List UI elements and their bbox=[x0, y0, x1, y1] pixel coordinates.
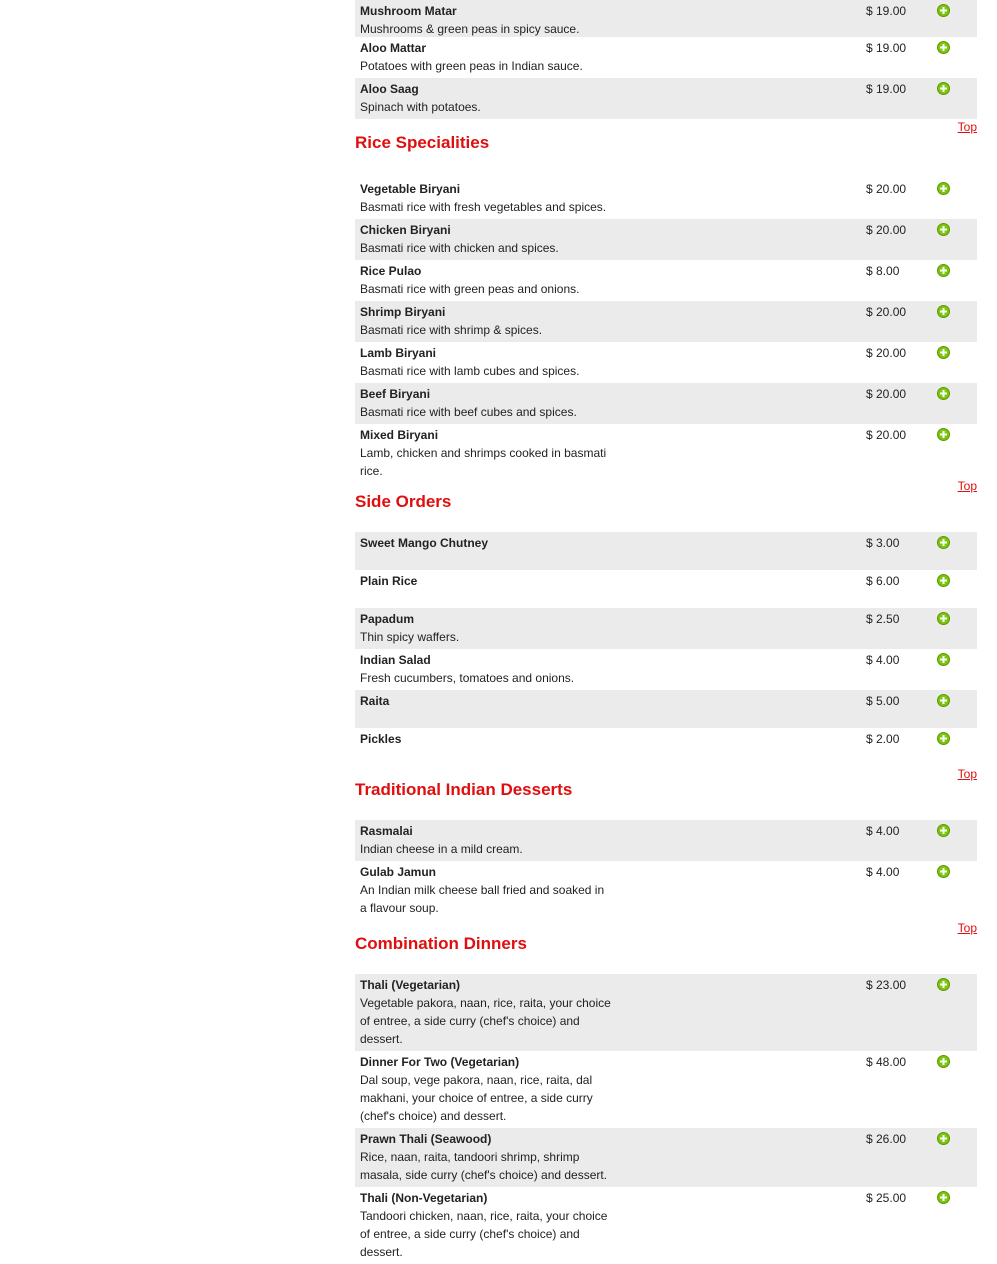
top-link[interactable]: Top bbox=[957, 921, 977, 935]
add-to-order-button[interactable] bbox=[937, 264, 950, 277]
item-name: Papadum bbox=[360, 612, 415, 626]
add-to-order-button[interactable] bbox=[937, 82, 950, 95]
plus-circle-icon bbox=[938, 537, 949, 548]
item-description: Basmati rice with green peas and onions. bbox=[360, 282, 580, 296]
item-price: $ 2.00 bbox=[866, 732, 900, 746]
add-to-order-button[interactable] bbox=[937, 428, 950, 441]
item-description: Rice, naan, raita, tandoori shrimp, shrimp masala, side curry (chef's choice) and dessert. bbox=[360, 1150, 608, 1182]
item-price: $ 48.00 bbox=[866, 1055, 907, 1069]
add-to-order-button[interactable] bbox=[937, 346, 950, 359]
item-description: Tandoori chicken, naan, rice, raita, your choice of entree, a side curry (chef's choice) and dessert. bbox=[360, 1209, 608, 1259]
item-name: Sweet Mango Chutney bbox=[360, 536, 489, 550]
plus-circle-icon bbox=[938, 224, 949, 235]
item-name: Shrimp Biryani bbox=[360, 305, 446, 319]
menu-item-row bbox=[355, 974, 977, 1051]
plus-circle-icon bbox=[938, 866, 949, 877]
add-to-order-button[interactable] bbox=[937, 694, 950, 707]
plus-circle-icon bbox=[938, 1192, 949, 1203]
item-description: Spinach with potatoes. bbox=[360, 100, 481, 114]
menu-item-row bbox=[355, 0, 977, 37]
plus-circle-icon bbox=[938, 979, 949, 990]
item-description: Basmati rice with shrimp & spices. bbox=[360, 323, 543, 337]
item-description: Mushrooms & green peas in spicy sauce. bbox=[360, 22, 580, 36]
menu-item-row bbox=[355, 260, 977, 301]
plus-circle-icon bbox=[938, 695, 949, 706]
item-price: $ 20.00 bbox=[866, 346, 907, 360]
plus-circle-icon bbox=[938, 1133, 949, 1144]
section-heading: Combination Dinners bbox=[355, 934, 527, 953]
item-name: Pickles bbox=[360, 732, 402, 746]
menu-item-row bbox=[355, 178, 977, 219]
item-name: Aloo Mattar bbox=[360, 41, 426, 55]
menu-item-row bbox=[355, 301, 977, 342]
item-description: Lamb, chicken and shrimps cooked in basmati rice. bbox=[360, 446, 607, 478]
item-description: Vegetable pakora, naan, rice, raita, your choice of entree, a side curry (chef's choice) and dessert. bbox=[360, 996, 611, 1046]
plus-circle-icon bbox=[938, 654, 949, 665]
plus-circle-icon bbox=[938, 575, 949, 586]
top-link[interactable]: Top bbox=[957, 120, 977, 134]
add-to-order-button[interactable] bbox=[937, 732, 950, 745]
item-price: $ 8.00 bbox=[866, 264, 900, 278]
add-to-order-button[interactable] bbox=[937, 978, 950, 991]
add-to-order-button[interactable] bbox=[937, 574, 950, 587]
plus-circle-icon bbox=[938, 613, 949, 624]
item-price: $ 20.00 bbox=[866, 223, 907, 237]
item-price: $ 20.00 bbox=[866, 305, 907, 319]
add-to-order-button[interactable] bbox=[937, 865, 950, 878]
item-name: Mushroom Matar bbox=[360, 4, 457, 18]
plus-circle-icon bbox=[938, 306, 949, 317]
menu-item-row bbox=[355, 219, 977, 260]
item-name: Rasmalai bbox=[360, 824, 413, 838]
add-to-order-button[interactable] bbox=[937, 305, 950, 318]
item-name: Vegetable Biryani bbox=[360, 182, 461, 196]
item-price: $ 25.00 bbox=[866, 1191, 907, 1205]
add-to-order-button[interactable] bbox=[937, 824, 950, 837]
item-description: Basmati rice with beef cubes and spices. bbox=[360, 405, 577, 419]
menu-item-row bbox=[355, 78, 977, 119]
menu-item-row bbox=[355, 570, 977, 608]
menu-item-row bbox=[355, 1187, 977, 1264]
item-name: Plain Rice bbox=[360, 574, 418, 588]
top-link[interactable]: Top bbox=[957, 767, 977, 781]
item-price: $ 19.00 bbox=[866, 41, 907, 55]
plus-circle-icon bbox=[938, 1056, 949, 1067]
item-name: Thali (Non-Vegetarian) bbox=[360, 1191, 488, 1205]
add-to-order-button[interactable] bbox=[937, 1191, 950, 1204]
plus-circle-icon bbox=[938, 265, 949, 276]
plus-circle-icon bbox=[938, 5, 949, 16]
add-to-order-button[interactable] bbox=[937, 4, 950, 17]
item-price: $ 3.00 bbox=[866, 536, 900, 550]
item-name: Gulab Jamun bbox=[360, 865, 437, 879]
menu-item-row bbox=[355, 820, 977, 861]
menu-item-row bbox=[355, 342, 977, 383]
section-heading: Traditional Indian Desserts bbox=[355, 780, 573, 799]
item-description: Fresh cucumbers, tomatoes and onions. bbox=[360, 671, 575, 685]
menu-item-row bbox=[355, 1051, 977, 1128]
item-price: $ 20.00 bbox=[866, 182, 907, 196]
add-to-order-button[interactable] bbox=[937, 1055, 950, 1068]
top-link[interactable]: Top bbox=[957, 479, 977, 493]
add-to-order-button[interactable] bbox=[937, 536, 950, 549]
item-name: Mixed Biryani bbox=[360, 428, 439, 442]
item-price: $ 23.00 bbox=[866, 978, 907, 992]
item-description: Basmati rice with chicken and spices. bbox=[360, 241, 559, 255]
item-price: $ 26.00 bbox=[866, 1132, 907, 1146]
plus-circle-icon bbox=[938, 83, 949, 94]
menu-item-row bbox=[355, 532, 977, 570]
add-to-order-button[interactable] bbox=[937, 1132, 950, 1145]
item-price: $ 4.00 bbox=[866, 865, 900, 879]
plus-circle-icon bbox=[938, 733, 949, 744]
item-name: Lamb Biryani bbox=[360, 346, 437, 360]
menu-item-row bbox=[355, 1128, 977, 1187]
item-name: Indian Salad bbox=[360, 653, 431, 667]
plus-circle-icon bbox=[938, 183, 949, 194]
section-heading: Rice Specialities bbox=[355, 133, 490, 152]
item-name: Chicken Biryani bbox=[360, 223, 451, 237]
add-to-order-button[interactable] bbox=[937, 653, 950, 666]
menu-item-row bbox=[355, 649, 977, 690]
menu-item-row bbox=[355, 424, 977, 478]
item-price: $ 20.00 bbox=[866, 387, 907, 401]
item-name: Raita bbox=[360, 694, 390, 708]
menu-item-row bbox=[355, 861, 977, 920]
item-price: $ 4.00 bbox=[866, 824, 900, 838]
add-to-order-button[interactable] bbox=[937, 387, 950, 400]
item-description: Indian cheese in a mild cream. bbox=[360, 842, 523, 856]
add-to-order-button[interactable] bbox=[937, 223, 950, 236]
item-description: Thin spicy waffers. bbox=[360, 630, 460, 644]
plus-circle-icon bbox=[938, 347, 949, 358]
item-name: Prawn Thali (Seawood) bbox=[360, 1132, 492, 1146]
item-price: $ 5.00 bbox=[866, 694, 900, 708]
item-price: $ 6.00 bbox=[866, 574, 900, 588]
item-name: Dinner For Two (Vegetarian) bbox=[360, 1055, 520, 1069]
item-name: Thali (Vegetarian) bbox=[360, 978, 461, 992]
add-to-order-button[interactable] bbox=[937, 41, 950, 54]
section-heading: Side Orders bbox=[355, 492, 452, 511]
add-to-order-button[interactable] bbox=[937, 612, 950, 625]
item-name: Rice Pulao bbox=[360, 264, 422, 278]
item-description: Basmati rice with fresh vegetables and spices. bbox=[360, 200, 607, 214]
item-price: $ 20.00 bbox=[866, 428, 907, 442]
menu-item-row bbox=[355, 690, 977, 728]
item-description: Potatoes with green peas in Indian sauce. bbox=[360, 59, 583, 73]
menu-item-row bbox=[355, 728, 977, 766]
item-description: An Indian milk cheese ball fried and soaked in a flavour soup. bbox=[360, 883, 605, 915]
plus-circle-icon bbox=[938, 825, 949, 836]
menu-item-row bbox=[355, 383, 977, 424]
item-price: $ 19.00 bbox=[866, 82, 907, 96]
item-price: $ 4.00 bbox=[866, 653, 900, 667]
plus-circle-icon bbox=[938, 388, 949, 399]
plus-circle-icon bbox=[938, 42, 949, 53]
item-name: Aloo Saag bbox=[360, 82, 419, 96]
menu-item-row bbox=[355, 37, 977, 78]
item-description: Dal soup, vege pakora, naan, rice, raita, dal makhani, your choice of entree, a side curry (chef's choice) and dessert. bbox=[360, 1073, 593, 1123]
item-description: Basmati rice with lamb cubes and spices. bbox=[360, 364, 580, 378]
plus-circle-icon bbox=[938, 429, 949, 440]
item-price: $ 2.50 bbox=[866, 612, 900, 626]
add-to-order-button[interactable] bbox=[937, 182, 950, 195]
item-name: Beef Biryani bbox=[360, 387, 431, 401]
menu-item-row bbox=[355, 608, 977, 649]
item-price: $ 19.00 bbox=[866, 4, 907, 18]
